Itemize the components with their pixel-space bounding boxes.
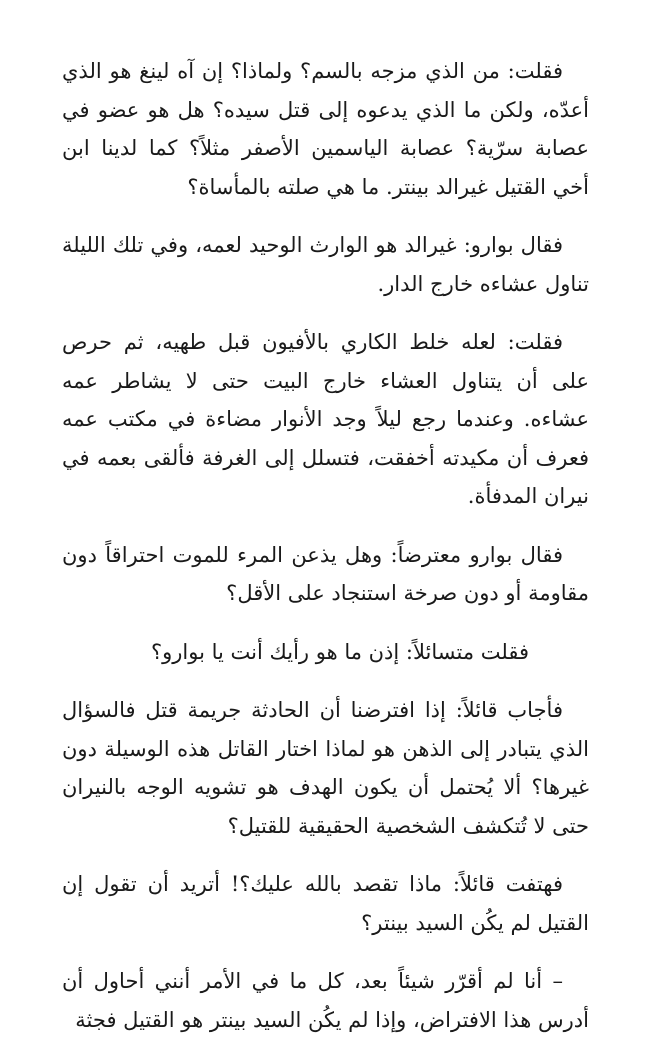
paragraph-3: فقلت: لعله خلط الكاري بالأفيون قبل طهيه، ثم حرص على أن يتناول العشاء خارج البيت حتى لا يشاطر عمه عشاءه. وعندما رجع ليلاً وجد الأنوار مضاءة في مكتب عمه فعرف أن مكيدته أخفقت، فتسلل إلى الغرفة فألقى بعمه في نيران المدفأة. bbox=[62, 330, 589, 508]
paragraph-7: فهتفت قائلاً: ماذا تقصد بالله عليك؟! أتريد أن تقول إن القتيل لم يكُن السيد بينتر؟ bbox=[62, 872, 589, 935]
book-page bbox=[62, 52, 589, 1059]
paragraph-2: فقال بوارو: غيرالد هو الوارث الوحيد لعمه، وفي تلك الليلة تناول عشاءه خارج الدار. bbox=[62, 233, 589, 296]
paragraph-4: فقال بوارو معترضاً: وهل يذعن المرء للموت احتراقاً دون مقاومة أو دون صرخة استنجاد على الأقل؟ bbox=[62, 542, 589, 605]
paragraph-5: فقلت متسائلاً: إذن ما هو رأيك أنت يا بوارو؟ bbox=[151, 639, 529, 664]
paragraph-1: فقلت: من الذي مزجه بالسم؟ ولماذا؟ إن آه لينغ هو الذي أعدّه، ولكن ما الذي يدعوه إلى قتل سيده؟ هل هو عضو في عصابة سرّية؟ عصابة الياسمين الأصفر مثلاً؟ كما لدينا ابن أخي القتيل غيرالد بينتر. ما هي صلته بالمأساة؟ bbox=[62, 59, 589, 199]
paragraph-8: – أنا لم أقرّر شيئاً بعد، كل ما في الأمر أنني أحاول أن أدرس هذا الافتراض، وإذا لم يكُن السيد بينتر هو القتيل فجثة bbox=[62, 969, 589, 1032]
paragraph-6: فأجاب قائلاً: إذا افترضنا أن الحادثة جريمة قتل فالسؤال الذي يتبادر إلى الذهن هو لماذا اختار القاتل هذه الوسيلة دون غيرها؟ ألا يُحتمل أن يكون الهدف هو تشويه الوجه بالنيران حتى لا تُتكشف الشخصية الحقيقية للقتيل؟ bbox=[62, 698, 589, 838]
